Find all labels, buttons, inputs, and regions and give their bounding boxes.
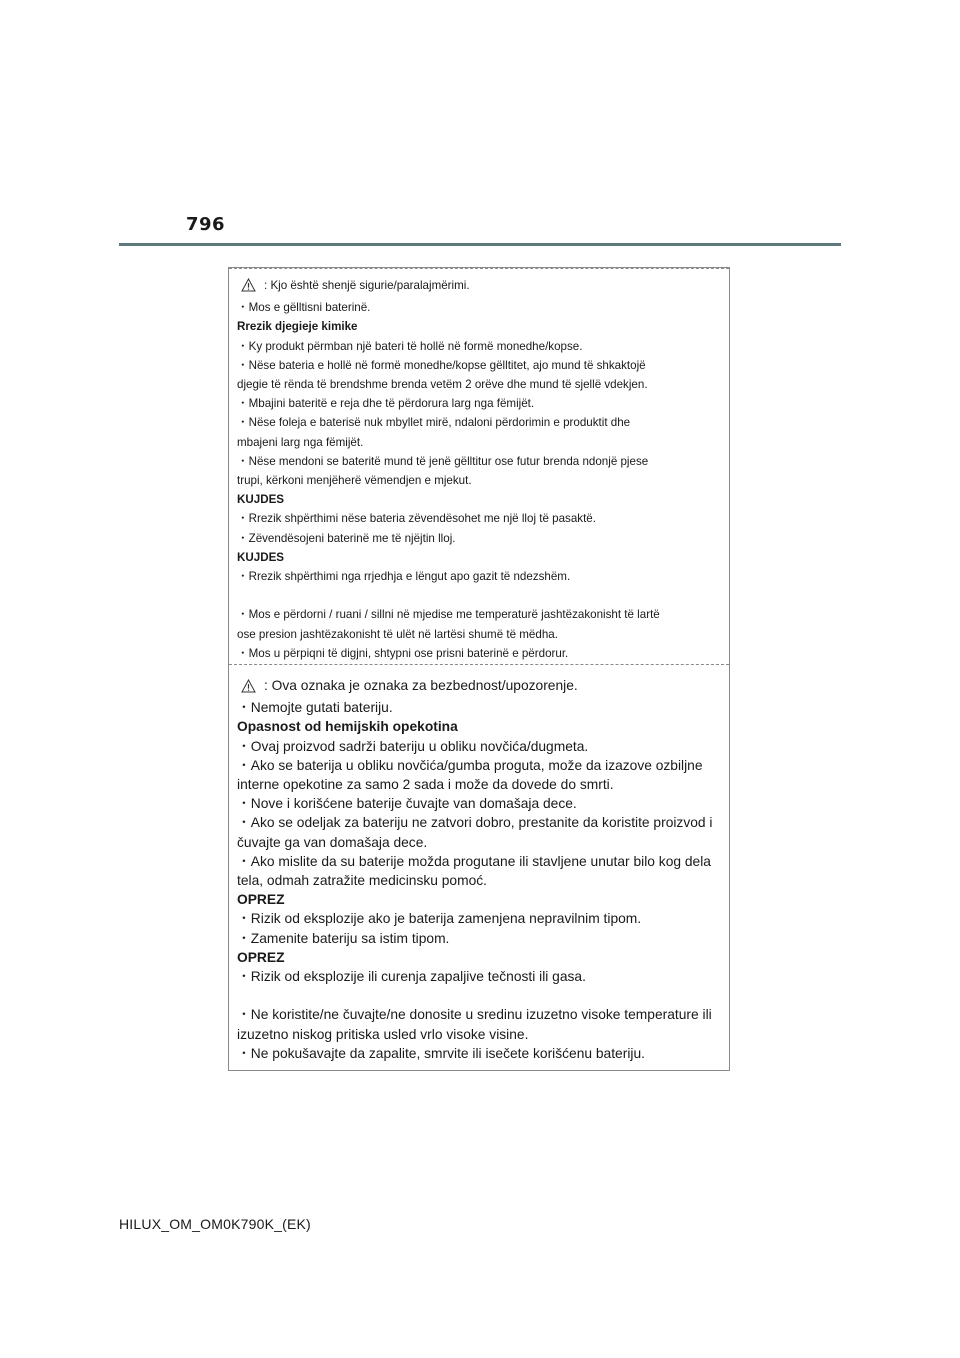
serbian-warning-section xyxy=(237,676,721,1063)
warning-triangle-icon xyxy=(241,278,256,298)
list-item: ・ Zamenite bateriju sa istim tipom. xyxy=(237,929,721,948)
warning-triangle-icon xyxy=(241,679,256,698)
list-item: ・ Ako mislite da su baterije možda progutane ili stavljene unutar bilo kog dela xyxy=(237,852,721,871)
list-item: ・ Nëse foleja e baterisë nuk mbyllet mirë, ndaloni përdorimin e produktit dhe xyxy=(237,413,721,432)
section-divider xyxy=(229,268,729,269)
list-item-continuation: ose presion jashtëzakonisht të ulët në lartësi shumë të mëdha. xyxy=(237,627,558,641)
list-item: ・ Mos e përdorni / ruani / sillni në mjedise me temperaturë jashtëzakonisht të lartë xyxy=(237,605,721,624)
list-item-continuation: tela, odmah zatražite medicinsku pomoć. xyxy=(237,873,487,889)
list-item: ・ Mos u përpiqni të digjni, shtypni ose prisni baterinë e përdorur. xyxy=(237,644,721,663)
blank-line xyxy=(237,986,721,1005)
list-item-continuation: mbajeni larg nga fëmijët. xyxy=(237,435,364,449)
list-item: ・ Nëse bateria e hollë në formë monedhe/kopse gëlltitet, ajo mund të shkaktojë xyxy=(237,356,721,375)
list-item-continuation: djegie të rënda të brendshme brenda vetëm 2 orëve dhe mund të sjellë vdekjen. xyxy=(237,378,648,392)
warning-intro-line xyxy=(237,276,721,298)
list-item-continuation: čuvajte ga van domašaja dece. xyxy=(237,834,428,850)
caution-heading: OPREZ xyxy=(237,949,285,965)
list-item: ・ Mos e gëlltisni baterinë. xyxy=(237,298,721,317)
battery-warning-box xyxy=(228,267,730,1071)
list-item: ・ Nëse mendoni se bateritë mund të jenë gëlltitur ose futur brenda ndonjë pjese xyxy=(237,452,721,471)
blank-line xyxy=(237,586,721,605)
list-item: ・ Rrezik shpërthimi nga rrjedhja e lëngut apo gazit të ndezshëm. xyxy=(237,567,721,586)
warning-intro-line xyxy=(237,676,721,698)
list-item: ・ Rizik od eksplozije ili curenja zapaljive tečnosti ili gasa. xyxy=(237,967,721,986)
albanian-warning-section xyxy=(237,276,721,663)
page-number: 796 xyxy=(186,214,226,235)
list-item: ・ Ako se baterija u obliku novčića/gumba proguta, može da izazove ozbiljne xyxy=(237,756,721,775)
list-item-continuation: interne opekotine za samo 2 sada i može da dovede do smrti. xyxy=(237,777,614,793)
list-item: ・ Mbajini bateritë e reja dhe të përdorura larg nga fëmijët. xyxy=(237,394,721,413)
caution-heading: KUJDES xyxy=(237,493,285,507)
list-item: ・ Rrezik shpërthimi nëse bateria zëvendësohet me një lloj të pasaktë. xyxy=(237,509,721,528)
caution-heading: KUJDES xyxy=(237,550,285,564)
section-heading: Rrezik djegieje kimike xyxy=(237,320,358,334)
list-item: ・ Ako se odeljak za bateriju ne zatvori dobro, prestanite da koristite proizvod i xyxy=(237,813,721,832)
list-item-continuation: izuzetno niskog pritiska usled vrlo visoke visine. xyxy=(237,1026,529,1042)
list-item-continuation: trupi, kërkoni menjëherë vëmendjen e mjekut. xyxy=(237,474,472,488)
list-item: ・ Nove i korišćene baterije čuvajte van domašaja dece. xyxy=(237,794,721,813)
list-item: ・ Nemojte gutati bateriju. xyxy=(237,698,721,717)
warning-intro-text: : Ova oznaka je oznaka za bezbednost/upozorenje. xyxy=(264,678,578,693)
list-item: ・ Zëvendësojeni baterinë me të njëjtin lloj. xyxy=(237,529,721,548)
section-heading: Opasnost od hemijskih opekotina xyxy=(237,719,458,735)
document-code: HILUX_OM_OM0K790K_(EK) xyxy=(119,1216,311,1232)
caution-heading: OPREZ xyxy=(237,892,285,908)
section-divider xyxy=(229,664,729,665)
header-rule xyxy=(119,243,841,246)
list-item: ・ Ne pokušavajte da zapalite, smrvite ili isečete korišćenu bateriju. xyxy=(237,1044,721,1063)
list-item: ・ Ne koristite/ne čuvajte/ne donosite u sredinu izuzetno visoke temperature ili xyxy=(237,1005,721,1024)
warning-intro-text: : Kjo është shenjë sigurie/paralajmërimi. xyxy=(264,279,470,292)
list-item: ・ Rizik od eksplozije ako je baterija zamenjena nepravilnim tipom. xyxy=(237,909,721,928)
list-item: ・ Ky produkt përmban një bateri të hollë në formë monedhe/kopse. xyxy=(237,337,721,356)
list-item: ・ Ovaj proizvod sadrži bateriju u obliku novčića/dugmeta. xyxy=(237,737,721,756)
